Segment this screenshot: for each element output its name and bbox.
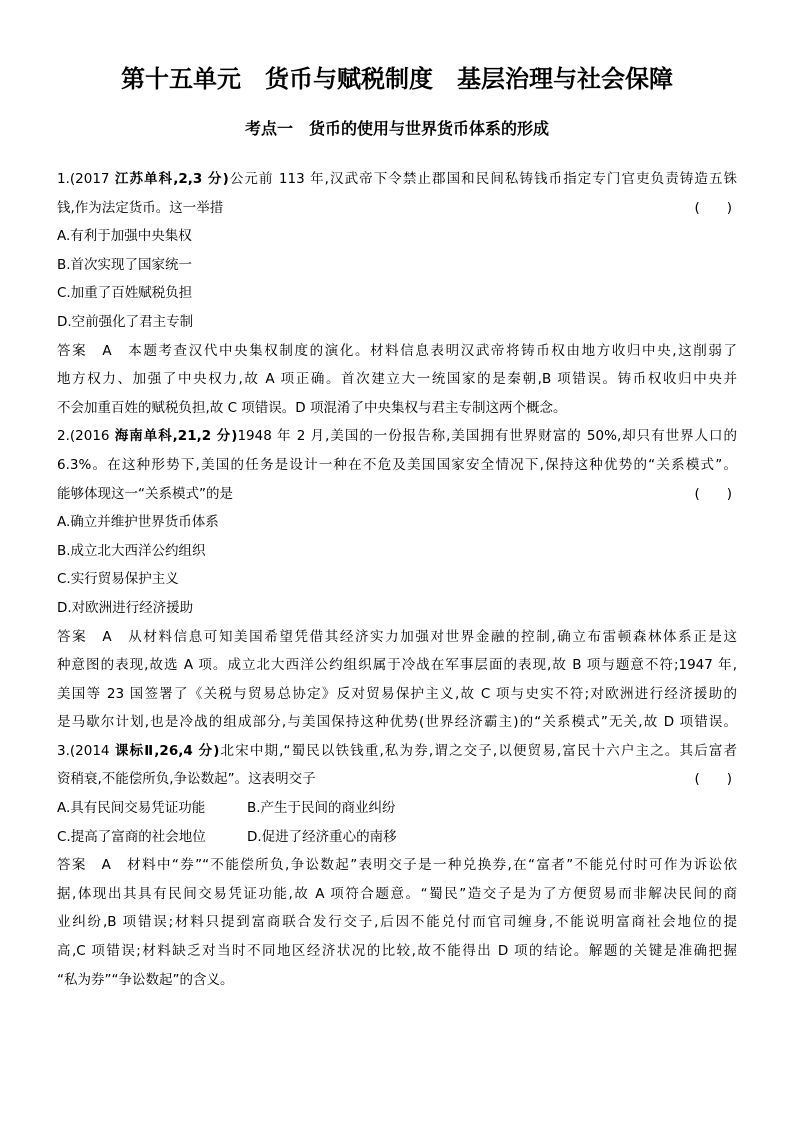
options-row xyxy=(57,823,737,852)
option-c: C.实行贸易保护主义 xyxy=(57,571,179,588)
question-1 xyxy=(57,165,737,422)
question-source: 海南单科 xyxy=(114,428,173,445)
question-stem-line: 1.(2017 江苏单科,2,3 分)公元前 113 年,汉武帝下令禁止郡国和民间私铸钱币指定专门官吏负责铸造五铢 xyxy=(57,171,738,187)
answer-line: 据,体现出其具有民间交易凭证功能,故 A 项符合题意。“蜀民”造交子是为了方便贸易而非解决民间的商 xyxy=(57,885,737,902)
answer-line: 答案 A 本题考查汉代中央集权制度的演化。材料信息表明汉武帝将铸币权由地方收归中央,这削弱了 xyxy=(57,342,737,359)
question-2 xyxy=(57,422,737,737)
answer-blank: ( ) xyxy=(694,485,732,502)
answer-line: 不会加重百姓的赋税负担,故 C 项错误。D 项混淆了中央集权与君主专制这两个概念。 xyxy=(57,399,567,416)
option-d: D.空前强化了君主专制 xyxy=(57,313,194,330)
option-d: D.对欧洲进行经济援助 xyxy=(57,599,194,616)
option-c: C.加重了百姓赋税负担 xyxy=(57,285,193,302)
question-stem-line: 钱,作为法定货币。这一举措 ( ) xyxy=(57,194,737,223)
question-stem-line: 2.(2016 海南单科,21,2 分)1948 年 2 月,美国的一份报告称,美国拥有世界财富的 50%,却只有世界人口的 xyxy=(57,428,738,445)
answer-line: 美国等 23 国签署了《关税与贸易总协定》反对贸易保护主义,故 C 项与史实不符;对欧洲进行经济援助的 xyxy=(57,685,737,702)
question-stem-line: 6.3%。在这种形势下,美国的任务是设计一种在不危及美国国家安全情况下,保持这种优势的“关系模式”。 xyxy=(57,456,737,473)
answer-line: 业纠纷,B 项错误;材料只提到富商联合发行交子,后因不能兑付而官司缠身,不能说明富商社会地位的提 xyxy=(57,914,737,931)
answer-line: 地方权力、加强了中央权力,故 A 项正确。首次建立大一统国家的是秦朝,B 项错误。铸币权收归中央并 xyxy=(57,371,737,388)
option-b: B.成立北大西洋公约组织 xyxy=(57,542,206,559)
option-a: A.有利于加强中央集权 xyxy=(57,228,192,245)
answer-line: 答案 A 从材料信息可知美国希望凭借其经济实力加强对世界金融的控制,确立布雷顿森林体系正是这 xyxy=(57,628,737,645)
question-stem-line: 能够体现这一“关系模式”的是 ( ) xyxy=(57,480,737,509)
option-c: C.提高了富商的社会地位 xyxy=(57,828,206,845)
answer-blank: ( ) xyxy=(694,771,732,788)
option-b: B.产生于民间的商业纠纷 xyxy=(247,800,396,817)
question-list xyxy=(57,165,737,994)
question-source: 课标Ⅱ xyxy=(114,742,155,759)
answer-line: 高,C 项错误;材料缺乏对当时不同地区经济状况的比较,故不能得出 D 项的结论。解题的关键是准确把握 xyxy=(57,943,737,960)
options-row xyxy=(57,794,737,823)
option-a: A.确立并维护世界货币体系 xyxy=(57,514,219,531)
answer-line: “私为券”“争讼数起”的含义。 xyxy=(57,971,234,988)
question-3 xyxy=(57,737,737,994)
option-a: A.具有民间交易凭证功能 xyxy=(57,800,206,817)
unit-title: 第十五单元 货币与赋税制度 基层治理与社会保障 xyxy=(121,65,673,93)
answer-line: 答案 A 材料中“券”“不能偿所负,争讼数起”表明交子是一种兑换券,在“富者”不能兑付时可作为诉讼依 xyxy=(57,857,737,874)
question-stem-line: 资稍衰,不能偿所负,争讼数起”。这表明交子 ( ) xyxy=(57,765,737,794)
question-stem-line: 3.(2014 课标Ⅱ,26,4 分)北宋中期,“蜀民以铁钱重,私为券,谓之交子,以便贸易,富民十六户主之。其后富者 xyxy=(57,742,737,759)
option-d: D.促进了经济重心的南移 xyxy=(247,828,397,845)
answer-line: 是马歇尔计划,也是冷战的组成部分,与美国保持这种优势(世界经济霸主)的“关系模式”无关,故 D 项错误。 xyxy=(57,714,737,731)
answer-blank: ( ) xyxy=(694,199,732,216)
section-title: 考点一 货币的使用与世界货币体系的形成 xyxy=(244,119,549,138)
option-b: B.首次实现了国家统一 xyxy=(57,256,193,273)
answer-line: 种意图的表现,故选 A 项。成立北大西洋公约组织属于冷战在军事层面的表现,故 B 项与题意不符;1947 年, xyxy=(57,657,737,674)
question-source: 江苏单科 xyxy=(114,171,174,187)
